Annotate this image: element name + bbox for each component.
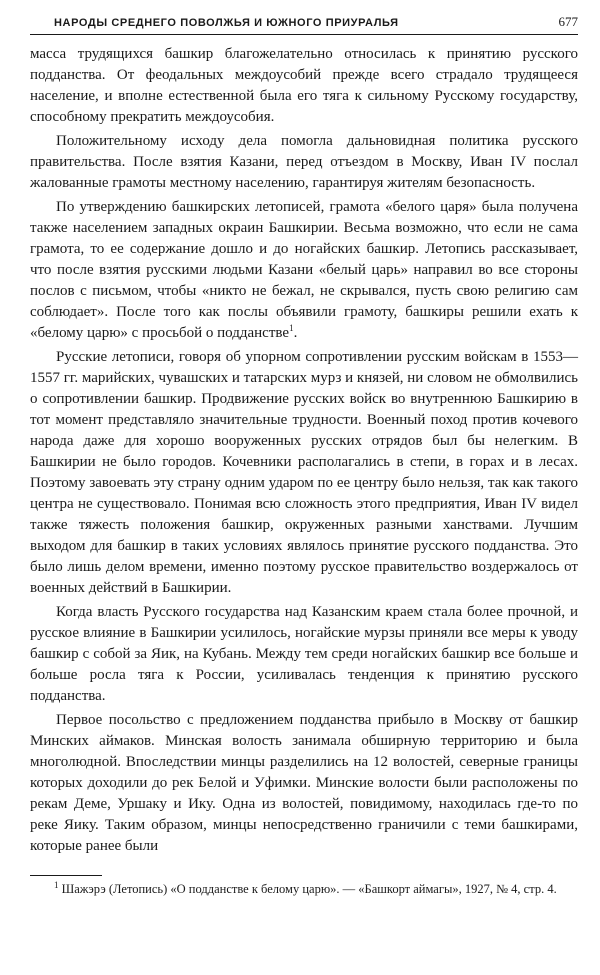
footnote-reference: 1 bbox=[289, 323, 294, 333]
footnote-divider bbox=[30, 875, 102, 876]
footnote bbox=[30, 881, 578, 898]
paragraph: Первое посольство с предложением подданства прибыло в Москву от башкир Минских аймаков. Минская волость занимала обширную территорию и была многолюдной. Впоследствии минцы разделились на 12 волостей, северные границы которых доходили до рек Белой и Уфимки. Минские волости были расположены по рекам Деме, Уршаку и Ику. Одна из волостей, повидимому, находилась где-то по реке Яику. Таким образом, минцы непосредственно граничили с теми башкирами, которые ранее были bbox=[30, 712, 578, 854]
running-header bbox=[30, 14, 578, 35]
running-title: НАРОДЫ СРЕДНЕГО ПОВОЛЖЬЯ И ЮЖНОГО ПРИУРАЛЬЯ bbox=[54, 17, 399, 29]
paragraph: Когда власть Русского государства над Казанским краем стала более прочной, и русское влияние в Башкирии усилилось, ногайские мурзы приняли все меры к уводу башкир с собой за Яик, на Кубань. Между тем среди ногайских башкир все больше и больше росла тяга к России, усиливалась тенденция к принятию русского подданства. bbox=[30, 604, 578, 704]
footnote-text: Шажэрэ (Летопись) «О подданстве к белому царю». — «Башкорт аймагы», 1927, № 4, стр. 4. bbox=[58, 882, 557, 896]
paragraph: По утверждению башкирских летописей, грамота «белого царя» была получена также населением западных окраин Башкирии. Весьма возможно, что если не сама грамота, то ее содержание дошло и до ногайских башкир. Летопись рассказывает, что после взятия русскими людьми Казани «белый царь» направил во все стороны послов с письмом, чтобы «никто не бежал, не скрывался, пусть свою религию сам соблюдает». После того как послы объявили грамоту, башкиры решили ехать к «белому царю» с просьбой о подданстве$^1$. bbox=[30, 199, 578, 341]
paragraph: Положительному исходу дела помогла дальновидная политика русского правительства. После взятия Казани, перед отъездом в Москву, Иван IV послал жалованные грамоты местному населению, гарантируя жителям безопасность. bbox=[30, 133, 578, 191]
footnote-marker: 1 bbox=[54, 879, 59, 890]
paragraph: масса трудящихся башкир благожелательно относилась к принятию русского подданства. От феодальных междоусобий прежде всего страдало трудящееся население, и вполне естественной была его тяга к сильному Русскому государству, способному прекратить междоусобия. bbox=[30, 46, 578, 125]
book-page bbox=[30, 14, 578, 898]
paragraph: Русские летописи, говоря об упорном сопротивлении русским войскам в 1553—1557 гг. марийских, чувашских и татарских мурз и князей, ни словом не обмолвились о сопротивлении башкир. Продвижение русских войск во внутреннюю Башкирию в тот момент представляло значительные трудности. Военный поход против кочевого народа даже для хорошо вооруженных русских отрядов был бы нелегким. В Башкирии не было городов. Кочевники располагались в степи, в горах и в лесах. Поэтому завоевать эту страну одним ударом по ее центру было нельзя, так как такого центра не существовало. Понимая всю сложность этого предприятия, Иван IV видел также тяжесть положения башкир, окруженных разными ханствами. Лучшим выходом для башкир в таких условиях являлось принятие русского подданства. Это было лишь делом времени, именно поэтому русское правительство воздержалось от военных действий в Башкирии. bbox=[30, 349, 578, 596]
main-text bbox=[30, 44, 578, 857]
page-number: 677 bbox=[558, 14, 578, 29]
